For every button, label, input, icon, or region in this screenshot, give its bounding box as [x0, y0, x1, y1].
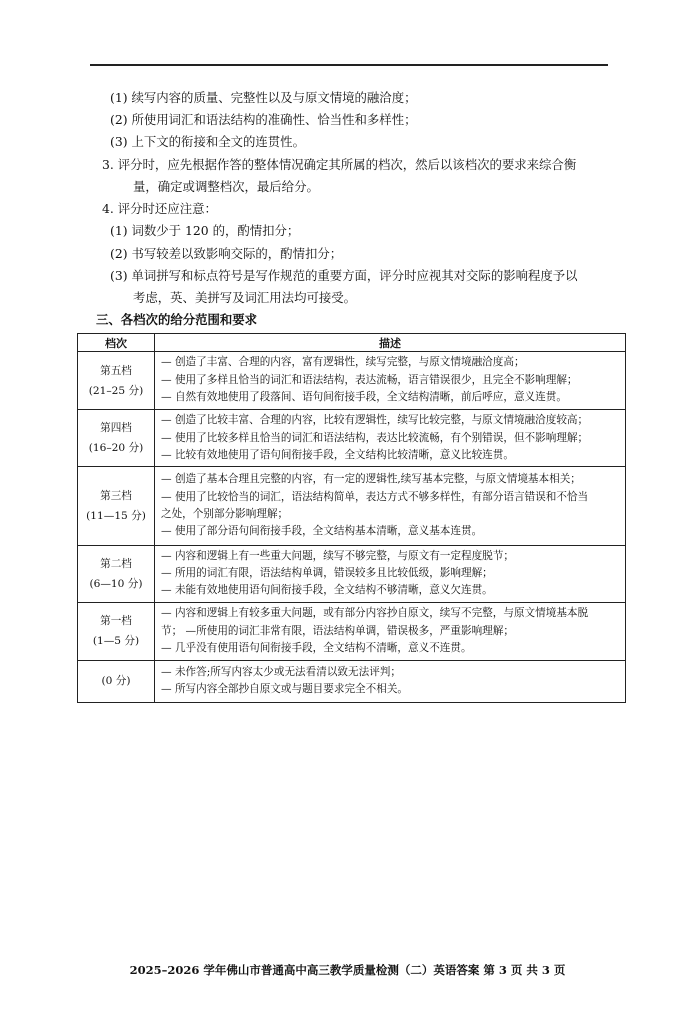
description-line: — 内容和逻辑上有一些重大问题，续写不够完整，与原文有一定程度脱节；: [161, 549, 514, 562]
description-line: — 未作答;所写内容太少或无法看清以致无法评判；: [161, 666, 401, 679]
point4-title: 4. 评分时还应注意：: [102, 201, 217, 216]
description-line: — 比较有效地使用了语句间衔接手段，全文结构比较清晰，意义比较连贯。: [161, 448, 514, 461]
top-rule: [90, 64, 608, 66]
table-row: [78, 410, 626, 467]
description-cell: [155, 602, 626, 660]
description-line: — 几乎没有使用语句间衔接手段，全文结构不清晰，意义不连贯。: [161, 642, 472, 655]
description-line: — 内容和逻辑上有较多重大问题，或有部分内容抄自原文，续写不完整，与原文情境基本脱: [161, 607, 589, 620]
description-cell: [155, 545, 626, 602]
level-name: 第一档: [100, 615, 132, 628]
level-cell: [78, 467, 155, 545]
description-line: — 使用了比较多样且恰当的词汇和语法结构，表达比较流畅，有个别错误，但不影响理解；: [161, 431, 589, 444]
description-line: — 创造了基本合理且完整的内容，有一定的逻辑性,续写基本完整，与原文情境基本相关；: [161, 473, 581, 486]
point3-line2: 量，确定或调整档次，最后给分。: [133, 179, 319, 194]
level-name: 第二档: [100, 557, 132, 570]
level-name: 第三档: [100, 489, 132, 502]
description-cell: [155, 467, 626, 545]
level-cell: [78, 352, 155, 410]
table-row: [78, 602, 626, 660]
point3-line1: 3. 评分时，应先根据作答的整体情况确定其所属的档次，然后以该档次的要求来综合衡: [102, 157, 577, 172]
criteria-item-1: (1) 续写内容的质量、完整性以及与原文情境的融洽度；: [110, 90, 417, 105]
description-cell: [155, 660, 626, 702]
criteria-item-2: (2) 所使用词汇和语法结构的准确性、恰当性和多样性；: [110, 112, 417, 127]
level-name: (0 分): [101, 675, 131, 688]
description-line: 节； —所使用的词汇非常有限，语法结构单调，错误极多，严重影响理解；: [161, 624, 514, 637]
level-name: 第四档: [100, 422, 132, 435]
description-line: — 未能有效地使用语句间衔接手段，全文结构不够清晰，意义欠连贯。: [161, 584, 493, 597]
description-cell: [155, 352, 626, 410]
table-row: [78, 660, 626, 702]
description-line: — 所写内容全部抄自原文或与题目要求完全不相关。: [161, 683, 409, 696]
description-line: — 使用了部分语句间衔接手段，全文结构基本清晰，意义基本连贯。: [161, 525, 483, 538]
table-row: [78, 545, 626, 602]
level-cell: [78, 602, 155, 660]
grading-table: [77, 333, 626, 703]
description-line: — 所用的词汇有限，语法结构单调，错误较多且比较低级，影响理解；: [161, 566, 493, 579]
level-cell: [78, 660, 155, 702]
point4-item-3: (3) 单词拼写和标点符号是写作规范的重要方面，评分时应视其对交际的影响程度予以: [110, 268, 578, 283]
table-row: [78, 352, 626, 410]
criteria-item-3: (3) 上下文的衔接和全文的连贯性。: [110, 134, 305, 149]
header-level: 档次: [78, 334, 155, 352]
level-name: 第五档: [100, 364, 132, 377]
table-header-row: [78, 334, 626, 352]
level-range: (16–20 分): [88, 442, 144, 455]
description-line: — 自然有效地使用了段落间、语句间衔接手段，全文结构清晰，前后呼应，意义连贯。: [161, 391, 567, 404]
description-line: 之处，个别部分影响理解；: [161, 507, 289, 520]
point4-item-3-cont: 考虑，英、美拼写及词汇用法均可接受。: [133, 290, 357, 305]
header-description: 描述: [155, 334, 626, 352]
level-cell: [78, 545, 155, 602]
level-range: (11—15 分): [86, 509, 146, 522]
point4-item-2: (2) 书写较差以致影响交际的，酌情扣分；: [110, 246, 343, 261]
description-cell: [155, 410, 626, 467]
point4-item-1: (1) 词数少于 120 的，酌情扣分；: [110, 223, 300, 238]
section-title: 三、各档次的给分范围和要求: [96, 312, 258, 327]
level-range: (1—5 分): [92, 635, 140, 648]
level-cell: [78, 410, 155, 467]
description-line: — 创造了比较丰富、合理的内容，比较有逻辑性，续写比较完整，与原文情境融洽度较高；: [161, 414, 589, 427]
page-footer: 2025–2026 学年佛山市普通高中高三教学质量检测（二）英语答案 第 3 页 共 3 页: [129, 963, 566, 977]
description-line: — 创造了丰富、合理的内容，富有逻辑性，续写完整，与原文情境融洽度高；: [161, 356, 525, 369]
description-line: — 使用了多样且恰当的词汇和语法结构，表达流畅，语言错误很少，且完全不影响理解；: [161, 373, 578, 386]
table-row: [78, 467, 626, 545]
level-range: (21–25 分): [88, 384, 144, 397]
level-range: (6—10 分): [89, 577, 143, 590]
description-line: — 使用了比较恰当的词汇，语法结构简单，表达方式不够多样性，有部分语言错误和不恰当: [161, 490, 589, 503]
